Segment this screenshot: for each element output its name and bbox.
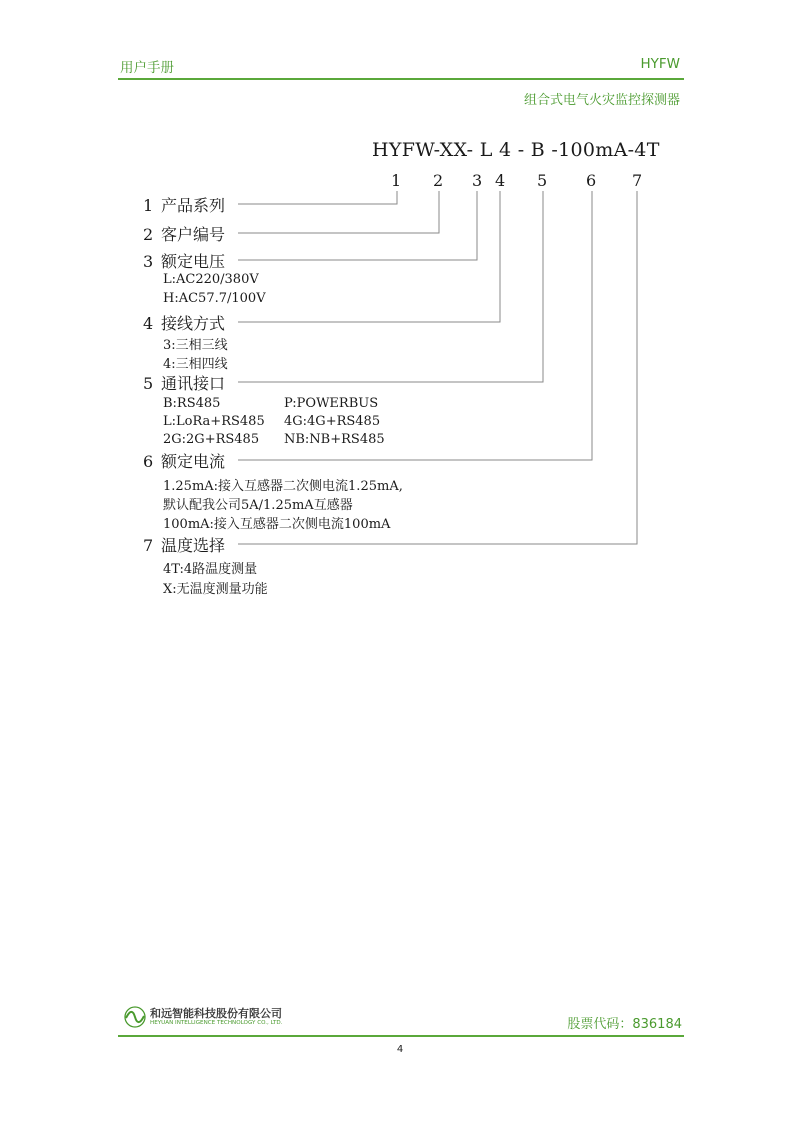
header-manual-title: 用户手册 (120, 60, 174, 76)
section-title: 温度选择 (161, 536, 226, 555)
option-wiring-3: 3:三相三线 (163, 338, 228, 353)
company-name-cn: 和远智能科技股份有限公司 (150, 1007, 282, 1020)
section-rated-current (143, 449, 225, 472)
option-current-1-25ma: 1.25mA:接入互感器二次侧电流1.25mA, (163, 479, 403, 494)
leader-line-1 (238, 191, 397, 204)
position-number-1: 1 (391, 171, 402, 190)
position-number-5: 5 (537, 171, 548, 190)
section-number: 1 (143, 196, 154, 215)
option-comm-4g: 4G:4G+RS485 (284, 414, 381, 429)
section-number: 2 (143, 225, 154, 244)
section-number: 4 (143, 314, 154, 333)
position-number-4: 4 (495, 171, 506, 190)
position-number-3: 3 (472, 171, 483, 190)
header-product-name: 组合式电气火灾监控探测器 (523, 93, 680, 108)
section-title: 额定电流 (161, 452, 226, 471)
section-title: 接线方式 (161, 314, 226, 333)
section-product-series (143, 193, 225, 216)
option-comm-p: P:POWERBUS (284, 396, 379, 411)
option-comm-nb: NB:NB+RS485 (284, 432, 385, 447)
option-comm-2g: 2G:2G+RS485 (163, 432, 260, 447)
option-current-100ma: 100mA:接入互感器二次侧电流100mA (163, 517, 391, 532)
option-current-default-note: 默认配我公司5A/1.25mA互感器 (163, 498, 353, 513)
option-comm-b: B:RS485 (163, 396, 221, 411)
leader-line-4 (238, 191, 500, 322)
leader-line-2 (238, 191, 439, 233)
option-comm-l: L:LoRa+RS485 (163, 414, 265, 429)
model-code: HYFW-XX- L 4 - B -100mA-4T (372, 139, 660, 161)
company-logo-icon (124, 1006, 146, 1028)
section-number: 5 (143, 374, 154, 393)
option-temp-x: X:无温度测量功能 (163, 582, 268, 597)
option-wiring-4: 4:三相四线 (163, 357, 228, 372)
section-wiring-method (143, 311, 225, 334)
section-title: 产品系列 (161, 196, 226, 215)
section-title: 额定电压 (161, 252, 226, 271)
page-number: 4 (396, 1044, 404, 1055)
leader-line-3 (238, 191, 477, 260)
section-title: 客户编号 (161, 225, 226, 244)
position-number-7: 7 (632, 171, 643, 190)
stock-code: 股票代码：836184 (567, 1017, 682, 1032)
header-product-code: HYFW (640, 56, 680, 72)
section-number: 6 (143, 452, 154, 471)
option-temp-4t: 4T:4路温度测量 (163, 562, 258, 577)
footer-rule (118, 1035, 684, 1037)
section-rated-voltage (143, 249, 225, 272)
section-communication-interface (143, 371, 225, 394)
section-temperature-option (143, 533, 225, 556)
leader-line-5 (238, 191, 543, 382)
company-name-en: HEYUAN INTELLIGENCE TECHNOLOGY CO., LTD. (150, 1020, 283, 1026)
option-voltage-h: H:AC57.7/100V (163, 291, 266, 306)
option-voltage-l: L:AC220/380V (163, 272, 259, 287)
section-number: 3 (143, 252, 154, 271)
position-number-6: 6 (586, 171, 597, 190)
section-number: 7 (143, 536, 154, 555)
section-customer-code (143, 222, 225, 245)
position-number-2: 2 (433, 171, 444, 190)
section-title: 通讯接口 (161, 374, 226, 393)
